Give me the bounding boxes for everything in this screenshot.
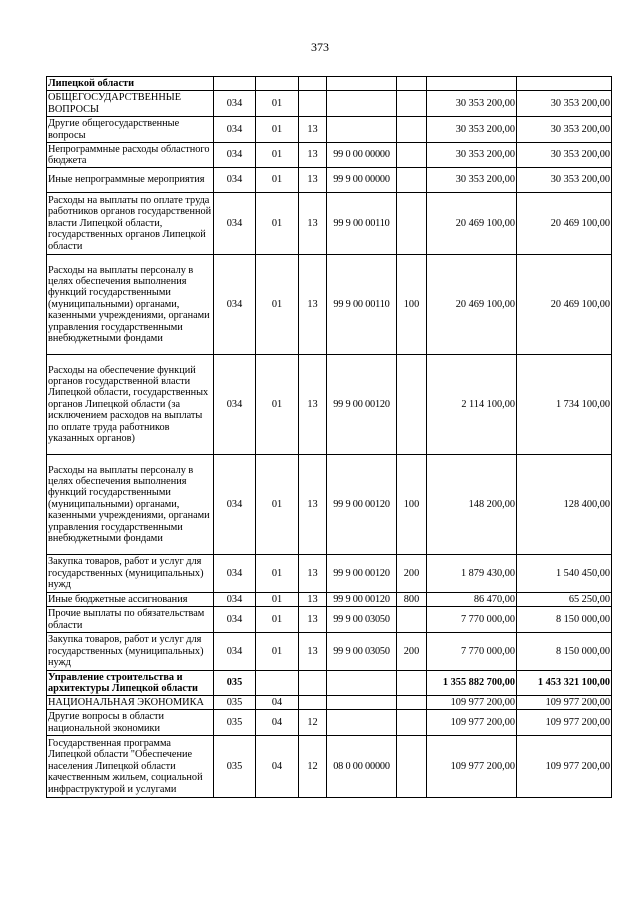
- amount-year2-cell: [517, 77, 612, 91]
- target-article-cell: 08 0 00 00000: [327, 736, 397, 798]
- podrazdel-cell: 13: [299, 193, 327, 255]
- amount-year2-cell: 109 977 200,00: [517, 710, 612, 736]
- expense-type-cell: [397, 671, 427, 696]
- table-row: [47, 671, 612, 696]
- amount-year1-cell: 30 353 200,00: [427, 91, 517, 117]
- expense-type-cell: [397, 117, 427, 143]
- glava-cell: 034: [214, 255, 256, 355]
- amount-year1-cell: 109 977 200,00: [427, 736, 517, 798]
- razdel-cell: 01: [256, 593, 299, 607]
- amount-year1-cell: 20 469 100,00: [427, 255, 517, 355]
- table-row: [47, 143, 612, 168]
- amount-year2-cell: 8 150 000,00: [517, 607, 612, 633]
- podrazdel-cell: 13: [299, 555, 327, 593]
- amount-year2-cell: 30 353 200,00: [517, 117, 612, 143]
- row-name-cell: Расходы на выплаты персоналу в целях обеспечения выполнения функций государственными (муниципальными) органами, казенными учреждениями, органами управления государственными внебюджетными фондами: [47, 255, 214, 355]
- razdel-cell: 01: [256, 607, 299, 633]
- razdel-cell: [256, 671, 299, 696]
- expense-type-cell: [397, 607, 427, 633]
- table-row: [47, 91, 612, 117]
- table-row: [47, 77, 612, 91]
- expense-type-cell: [397, 77, 427, 91]
- glava-cell: 034: [214, 117, 256, 143]
- table-row: [47, 193, 612, 255]
- amount-year2-cell: 1 453 321 100,00: [517, 671, 612, 696]
- row-name-cell: НАЦИОНАЛЬНАЯ ЭКОНОМИКА: [47, 696, 214, 710]
- expense-type-cell: 200: [397, 633, 427, 671]
- table-row: [47, 736, 612, 798]
- expense-type-cell: [397, 355, 427, 455]
- amount-year2-cell: 65 250,00: [517, 593, 612, 607]
- podrazdel-cell: [299, 696, 327, 710]
- podrazdel-cell: 13: [299, 633, 327, 671]
- target-article-cell: 99 9 00 03050: [327, 633, 397, 671]
- podrazdel-cell: 13: [299, 255, 327, 355]
- razdel-cell: 04: [256, 736, 299, 798]
- amount-year1-cell: 20 469 100,00: [427, 193, 517, 255]
- amount-year2-cell: 30 353 200,00: [517, 91, 612, 117]
- glava-cell: 035: [214, 710, 256, 736]
- amount-year1-cell: 109 977 200,00: [427, 696, 517, 710]
- glava-cell: 034: [214, 555, 256, 593]
- row-name-cell: ОБЩЕГОСУДАРСТВЕННЫЕ ВОПРОСЫ: [47, 91, 214, 117]
- expense-type-cell: 100: [397, 255, 427, 355]
- expense-type-cell: [397, 168, 427, 193]
- target-article-cell: [327, 696, 397, 710]
- podrazdel-cell: [299, 77, 327, 91]
- row-name-cell: Закупка товаров, работ и услуг для государственных (муниципальных) нужд: [47, 633, 214, 671]
- row-name-cell: Управление строительства и архитектуры Липецкой области: [47, 671, 214, 696]
- row-name-cell: Государственная программа Липецкой области "Обеспечение населения Липецкой области качественным жильем, социальной инфраструктурой и услугами: [47, 736, 214, 798]
- podrazdel-cell: 12: [299, 710, 327, 736]
- podrazdel-cell: [299, 671, 327, 696]
- target-article-cell: 99 9 00 00120: [327, 593, 397, 607]
- expense-type-cell: [397, 193, 427, 255]
- podrazdel-cell: 13: [299, 593, 327, 607]
- glava-cell: 034: [214, 607, 256, 633]
- razdel-cell: 01: [256, 633, 299, 671]
- glava-cell: 034: [214, 193, 256, 255]
- amount-year2-cell: 128 400,00: [517, 455, 612, 555]
- amount-year1-cell: 109 977 200,00: [427, 710, 517, 736]
- amount-year1-cell: 30 353 200,00: [427, 168, 517, 193]
- target-article-cell: 99 9 00 03050: [327, 607, 397, 633]
- table-row: [47, 555, 612, 593]
- podrazdel-cell: [299, 91, 327, 117]
- amount-year2-cell: 20 469 100,00: [517, 193, 612, 255]
- razdel-cell: 01: [256, 91, 299, 117]
- razdel-cell: 04: [256, 710, 299, 736]
- razdel-cell: 01: [256, 117, 299, 143]
- razdel-cell: 04: [256, 696, 299, 710]
- table-row: [47, 593, 612, 607]
- amount-year1-cell: 2 114 100,00: [427, 355, 517, 455]
- podrazdel-cell: 13: [299, 607, 327, 633]
- amount-year2-cell: 109 977 200,00: [517, 696, 612, 710]
- amount-year1-cell: 1 355 882 700,00: [427, 671, 517, 696]
- podrazdel-cell: 13: [299, 455, 327, 555]
- table-row: [47, 633, 612, 671]
- glava-cell: 035: [214, 736, 256, 798]
- target-article-cell: 99 9 00 00120: [327, 355, 397, 455]
- table-body: [47, 77, 612, 798]
- row-name-cell: Липецкой области: [47, 77, 214, 91]
- target-article-cell: 99 9 00 00110: [327, 255, 397, 355]
- expense-type-cell: [397, 91, 427, 117]
- table-row: [47, 607, 612, 633]
- row-name-cell: Расходы на обеспечение функций органов государственной власти Липецкой области, государственных органов Липецкой области (за исключением расходов на выплаты по оплате труда работников указанных органов): [47, 355, 214, 455]
- amount-year1-cell: 1 879 430,00: [427, 555, 517, 593]
- target-article-cell: 99 9 00 00000: [327, 168, 397, 193]
- razdel-cell: 01: [256, 555, 299, 593]
- amount-year2-cell: 30 353 200,00: [517, 143, 612, 168]
- row-name-cell: Иные бюджетные ассигнования: [47, 593, 214, 607]
- row-name-cell: Другие вопросы в области национальной экономики: [47, 710, 214, 736]
- target-article-cell: 99 9 00 00110: [327, 193, 397, 255]
- razdel-cell: 01: [256, 168, 299, 193]
- glava-cell: 034: [214, 455, 256, 555]
- razdel-cell: 01: [256, 255, 299, 355]
- expense-type-cell: 800: [397, 593, 427, 607]
- table-row: [47, 168, 612, 193]
- razdel-cell: [256, 77, 299, 91]
- table-row: [47, 710, 612, 736]
- glava-cell: 034: [214, 355, 256, 455]
- row-name-cell: Непрограммные расходы областного бюджета: [47, 143, 214, 168]
- amount-year2-cell: 20 469 100,00: [517, 255, 612, 355]
- glava-cell: 034: [214, 633, 256, 671]
- expense-type-cell: [397, 736, 427, 798]
- amount-year2-cell: 1 540 450,00: [517, 555, 612, 593]
- glava-cell: [214, 77, 256, 91]
- glava-cell: 034: [214, 593, 256, 607]
- expense-type-cell: [397, 710, 427, 736]
- amount-year1-cell: 30 353 200,00: [427, 143, 517, 168]
- target-article-cell: [327, 77, 397, 91]
- expense-type-cell: 200: [397, 555, 427, 593]
- table-row: [47, 455, 612, 555]
- glava-cell: 034: [214, 143, 256, 168]
- target-article-cell: [327, 117, 397, 143]
- table-row: [47, 117, 612, 143]
- razdel-cell: 01: [256, 193, 299, 255]
- amount-year2-cell: 109 977 200,00: [517, 736, 612, 798]
- target-article-cell: 99 0 00 00000: [327, 143, 397, 168]
- amount-year2-cell: 30 353 200,00: [517, 168, 612, 193]
- expense-type-cell: 100: [397, 455, 427, 555]
- expense-type-cell: [397, 143, 427, 168]
- row-name-cell: Закупка товаров, работ и услуг для государственных (муниципальных) нужд: [47, 555, 214, 593]
- row-name-cell: Расходы на выплаты по оплате труда работников органов государственной власти Липецкой области, государственных органов Липецкой области: [47, 193, 214, 255]
- page-number: 373: [311, 40, 329, 54]
- row-name-cell: Расходы на выплаты персоналу в целях обеспечения выполнения функций государственными (муниципальными) органами, казенными учреждениями, органами управления государственными внебюджетными фондами: [47, 455, 214, 555]
- amount-year1-cell: 148 200,00: [427, 455, 517, 555]
- table-row: [47, 255, 612, 355]
- amount-year1-cell: 7 770 000,00: [427, 633, 517, 671]
- target-article-cell: 99 9 00 00120: [327, 455, 397, 555]
- amount-year2-cell: 1 734 100,00: [517, 355, 612, 455]
- podrazdel-cell: 13: [299, 355, 327, 455]
- amount-year1-cell: [427, 77, 517, 91]
- glava-cell: 034: [214, 91, 256, 117]
- podrazdel-cell: 12: [299, 736, 327, 798]
- target-article-cell: [327, 671, 397, 696]
- amount-year2-cell: 8 150 000,00: [517, 633, 612, 671]
- row-name-cell: Прочие выплаты по обязательствам области: [47, 607, 214, 633]
- glava-cell: 035: [214, 696, 256, 710]
- table-row: [47, 355, 612, 455]
- row-name-cell: Иные непрограммные мероприятия: [47, 168, 214, 193]
- glava-cell: 035: [214, 671, 256, 696]
- razdel-cell: 01: [256, 455, 299, 555]
- razdel-cell: 01: [256, 143, 299, 168]
- table-row: [47, 696, 612, 710]
- expense-type-cell: [397, 696, 427, 710]
- row-name-cell: Другие общегосударственные вопросы: [47, 117, 214, 143]
- amount-year1-cell: 86 470,00: [427, 593, 517, 607]
- target-article-cell: 99 9 00 00120: [327, 555, 397, 593]
- podrazdel-cell: 13: [299, 168, 327, 193]
- podrazdel-cell: 13: [299, 143, 327, 168]
- amount-year1-cell: 7 770 000,00: [427, 607, 517, 633]
- amount-year1-cell: 30 353 200,00: [427, 117, 517, 143]
- target-article-cell: [327, 710, 397, 736]
- podrazdel-cell: 13: [299, 117, 327, 143]
- glava-cell: 034: [214, 168, 256, 193]
- target-article-cell: [327, 91, 397, 117]
- budget-table: [46, 76, 612, 798]
- razdel-cell: 01: [256, 355, 299, 455]
